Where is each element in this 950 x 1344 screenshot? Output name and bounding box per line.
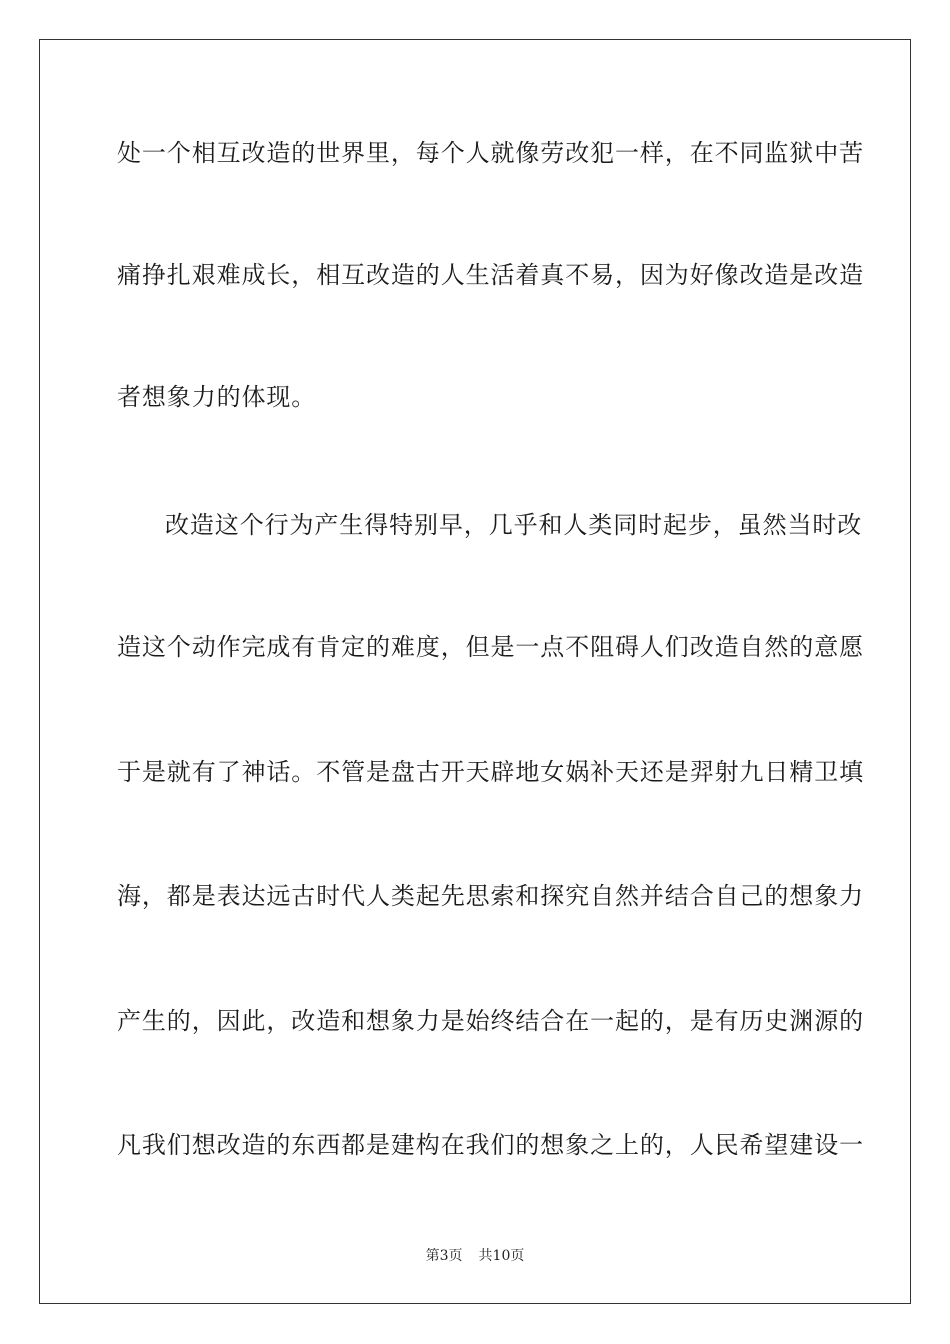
paragraph-line-2: 痛挣扎艰难成长，相互改造的人生活着真不易，因为好像改造是改造	[117, 261, 864, 289]
page-footer	[0, 1247, 950, 1265]
paragraph-line-7: 海，都是表达远古时代人类起先思索和探究自然并结合自己的想象力	[117, 882, 864, 910]
paragraph-line-3: 者想象力的体现。	[117, 383, 317, 411]
paragraph-line-5: 造这个动作完成有肯定的难度，但是一点不阻碍人们改造自然的意愿	[117, 633, 864, 661]
paragraph-line-6: 于是就有了神话。不管是盘古开天辟地女娲补天还是羿射九日精卫填	[117, 758, 864, 786]
page-total: 共10页	[478, 1248, 525, 1264]
paragraph-line-9: 凡我们想改造的东西都是建构在我们的想象之上的，人民希望建设一	[117, 1131, 864, 1159]
page-number: 第3页	[425, 1248, 463, 1264]
paragraph-line-4: 改造这个行为产生得特别早，几乎和人类同时起步，虽然当时改	[165, 511, 863, 539]
page-border	[39, 39, 911, 1304]
paragraph-line-1: 处一个相互改造的世界里，每个人就像劳改犯一样，在不同监狱中苦	[117, 139, 864, 167]
paragraph-line-8: 产生的，因此，改造和想象力是始终结合在一起的，是有历史渊源的	[117, 1007, 864, 1035]
